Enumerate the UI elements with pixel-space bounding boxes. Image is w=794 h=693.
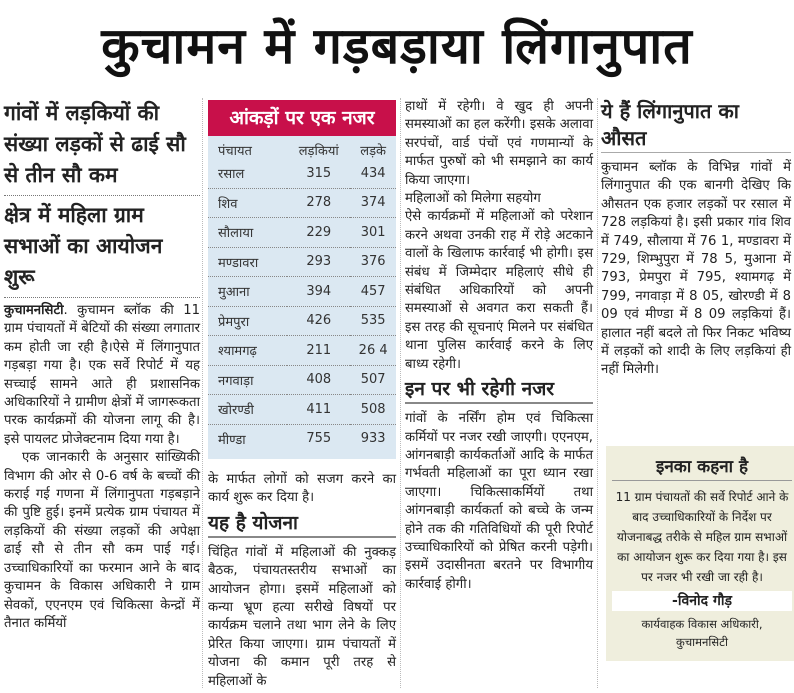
boys-count-cell: 434 (350, 159, 396, 188)
girls-count-cell: 211 (287, 336, 350, 366)
panchayat-cell: मुआना (208, 277, 287, 307)
dateline: कुचामनसिटी (4, 303, 64, 318)
girls-count-cell: 394 (287, 277, 350, 307)
column-1 (4, 98, 200, 633)
girls-count-cell: 411 (287, 395, 350, 425)
column-header: पंचायत (218, 144, 252, 159)
lead-text: . कुचामन ब्लॉक की 11 ग्राम पंचायतों में बेटियों की संख्या लगातार कम होती जा रही है।ऐसे में लिंगानुपात गड़बड़ा गया है। एक सर्वे रिपोर्ट में यह सच्चाई सामने आते ही प्रशासनिक अधिकारियों ने ग्रामीण क्षेत्रों में जागरूकता परक कार्यक्रमों की योजना लागू की है। इसे पायलट प्रोजेक्टनाम दिया गया है। (4, 303, 200, 447)
girls-count-cell: 426 (287, 306, 350, 336)
author-role: कार्यवाहक विकास अधिकारी, (641, 617, 763, 631)
table-row (208, 247, 396, 277)
column-header: लड़के (360, 144, 387, 159)
panchayat-cell: नगवाड़ा (208, 365, 287, 395)
paragraph: चिंहित गांवों में महिलाओं की नुक्कड़ बैठक, पंचायतस्तरीय सभाओं का आयोजन होगा। इसमें महिलाओं को कन्या भ्रूण हत्या सरीखे विषयों पर कार्यक्रम चलाने तथा भाग लेने के लिए प्रेरित किया जाएगा। ग्राम पंचायतों में योजना की कमान पूरी तरह से महिलाओं के (208, 544, 396, 689)
panchayat-cell: खोरण्डी (208, 395, 287, 425)
boys-count-cell: 301 (350, 218, 396, 248)
paragraph: हाथों में रहेगी। वे खुद ही अपनी समस्याओं का हल करेंगी। इसके अलावा सरपंचों, वार्ड पंचों एवं गणमान्यों के मार्फत पुरुषों को भी समझाने का कार्य किया जाएगा। (405, 99, 593, 188)
panchayat-cell: श्यामगढ़ (208, 336, 287, 366)
boys-count-cell: 376 (350, 247, 396, 277)
headline: कुचामन में गड़बड़ाया लिंगानुपात (101, 17, 693, 75)
quote-text: 11 ग्राम पंचायतों की सर्वे रिपोर्ट आने के बाद उच्चाधिकारियों के निर्देश पर योजनाबद्ध तरीके से महिल ग्राम सभाओं का आयोजन शुरू कर दिया गया है। इस पर नजर भी रखी जा रही है। (615, 490, 789, 584)
boys-count-cell: 457 (350, 277, 396, 307)
section-heading: यह है योजना (208, 510, 396, 538)
column-divider (202, 98, 203, 688)
subheadline-1: गांवों में लड़कियों की संख्या लड़कों से ढाई सौ से तीन सौ कम (4, 98, 200, 196)
table-row (208, 159, 396, 188)
table-row (208, 277, 396, 307)
table-row (208, 218, 396, 248)
mini-heading: महिलाओं को मिलेगा सहयोग (405, 191, 541, 207)
girls-count-cell: 408 (287, 365, 350, 395)
paragraph: के मार्फत लोगों को सजग करने का कार्य शुरू कर दिया है। (208, 472, 396, 506)
panchayat-cell: रसाल (208, 159, 287, 188)
section-heading: इन पर भी रहेगी नजर (405, 376, 593, 404)
stats-table-box (208, 100, 396, 459)
boys-count-cell: 535 (350, 306, 396, 336)
lead-paragraph (4, 302, 200, 449)
table-row (208, 395, 396, 425)
paragraph: गांवों के नर्सिंग होम एवं चिकित्सा कर्मियों पर नजर रखी जाएगी। एएनएम, आंगनबाड़ी कार्यकर्ताओं आदि के मार्फत गर्भवती महिलाओं का पूरा ध्यान रखा जाएगा। चिकित्साकर्मियों तथा आंगनबाड़ी कार्यकर्ता को बच्चे के जन्म होने तक की गतिविधियों की पूरी रिपोर्ट उच्चाधिकारियों को प्रेषित करनी पड़ेगी। इसमें उदासीनता बरतने पर विभागीय कार्रवाई होगी। (405, 411, 593, 592)
column-divider (597, 98, 598, 688)
girls-count-cell: 278 (287, 188, 350, 218)
girls-count-cell: 293 (287, 247, 350, 277)
boys-count-cell: 508 (350, 395, 396, 425)
table-row (208, 424, 396, 453)
girls-count-cell: 229 (287, 218, 350, 248)
boys-count-cell: 374 (350, 188, 396, 218)
panchayat-cell: शिव (208, 188, 287, 218)
quote-title: इनका कहना है (612, 454, 792, 481)
paragraph: कुचामन ब्लॉक के विभिन्न गांवों में लिंगानुपात की एक बानगी देखिए कि औसतन एक हजार लड़कों पर रसाल में 728 लड़कियां है। इसी प्रकार गांव शिव में 749, सौलाया में 76 1, मण्डावरा में 729, शिम्भुपुरा में 78 5, मुआना में 793, प्रेमपुरा में 795, श्यामगढ़ में 799, नगवाड़ा में 8 05, खोरण्डी में 8 09 एवं मीण्डा में 8 09 लड़कियां हैं। हालात नहीं बदले तो फिर निकट भविष्य में लड़कों को शादी के लिए लड़कियां ही नहीं मिलेगी। (601, 160, 791, 378)
panchayat-cell: मीण्डा (218, 432, 246, 448)
column-3 (405, 98, 593, 594)
girls-count-cell: 315 (287, 159, 350, 188)
subheadline-2: क्षेत्र में महिला ग्राम सभाओं का आयोजन शुरू (4, 200, 200, 298)
boys-count-cell: 26 4 (350, 336, 396, 366)
column-2 (208, 98, 396, 691)
stats-table (208, 136, 396, 453)
quote-author: -विनोद गौड़ (612, 591, 792, 611)
girls-count-cell: 755 (306, 431, 332, 447)
table-row (208, 336, 396, 366)
column-4 (601, 98, 791, 380)
table-row (208, 188, 396, 218)
quote-box (606, 446, 794, 661)
boys-count-cell: 933 (360, 431, 386, 447)
column-divider (400, 98, 401, 688)
section-heading: ये हैं लिंगानुपात का औसत (601, 98, 791, 153)
panchayat-cell: सौलाया (208, 218, 287, 248)
panchayat-cell: मण्डावरा (208, 247, 287, 277)
table-row (208, 365, 396, 395)
author-location: कुचामनसिटी (676, 635, 728, 649)
panchayat-cell: प्रेमपुरा (208, 306, 287, 336)
paragraph: ऐसे कार्यक्रमों में महिलाओं को परेशान करने अथवा उनकी राह में रोड़े अटकाने वालों के खिलाफ कार्रवाई भी होगी। इस संबंध में जिम्मेदार महिलाएं सीधे ही संबंधित अधिकारियों को अपनी समस्याओं से अवगत करा सकती हैं। इस तरह की सूचनाएं मिलने पर संबंधित थाना पुलिस कार्रवाई करने के लिए बाध्य रहेगी। (405, 209, 593, 372)
stats-table-title: आंकड़ों पर एक नजर (208, 100, 396, 136)
paragraph: एक जानकारी के अनुसार सांख्यिकी विभाग की ओर से 0-6 वर्ष के बच्चों की कराई गई गणना में लिंगानुपता गड़बड़ाने की पुष्टि हुई। इनमें प्रत्येक ग्राम पंचायत में लड़कियों की संख्या लड़कों की अपेक्षा ढाई सौ से तीन सौ कम पाई गई। उच्चाधिकारियों का फरमान आने के बाद कुचामन के विकास अधिकारी ने ग्राम सेवकों, एएनएम एवं चिकित्सा केन्द्रों में तैनात कर्मियों (4, 450, 200, 631)
column-header: लड़कियां (298, 144, 339, 159)
boys-count-cell: 507 (350, 365, 396, 395)
table-row (208, 306, 396, 336)
